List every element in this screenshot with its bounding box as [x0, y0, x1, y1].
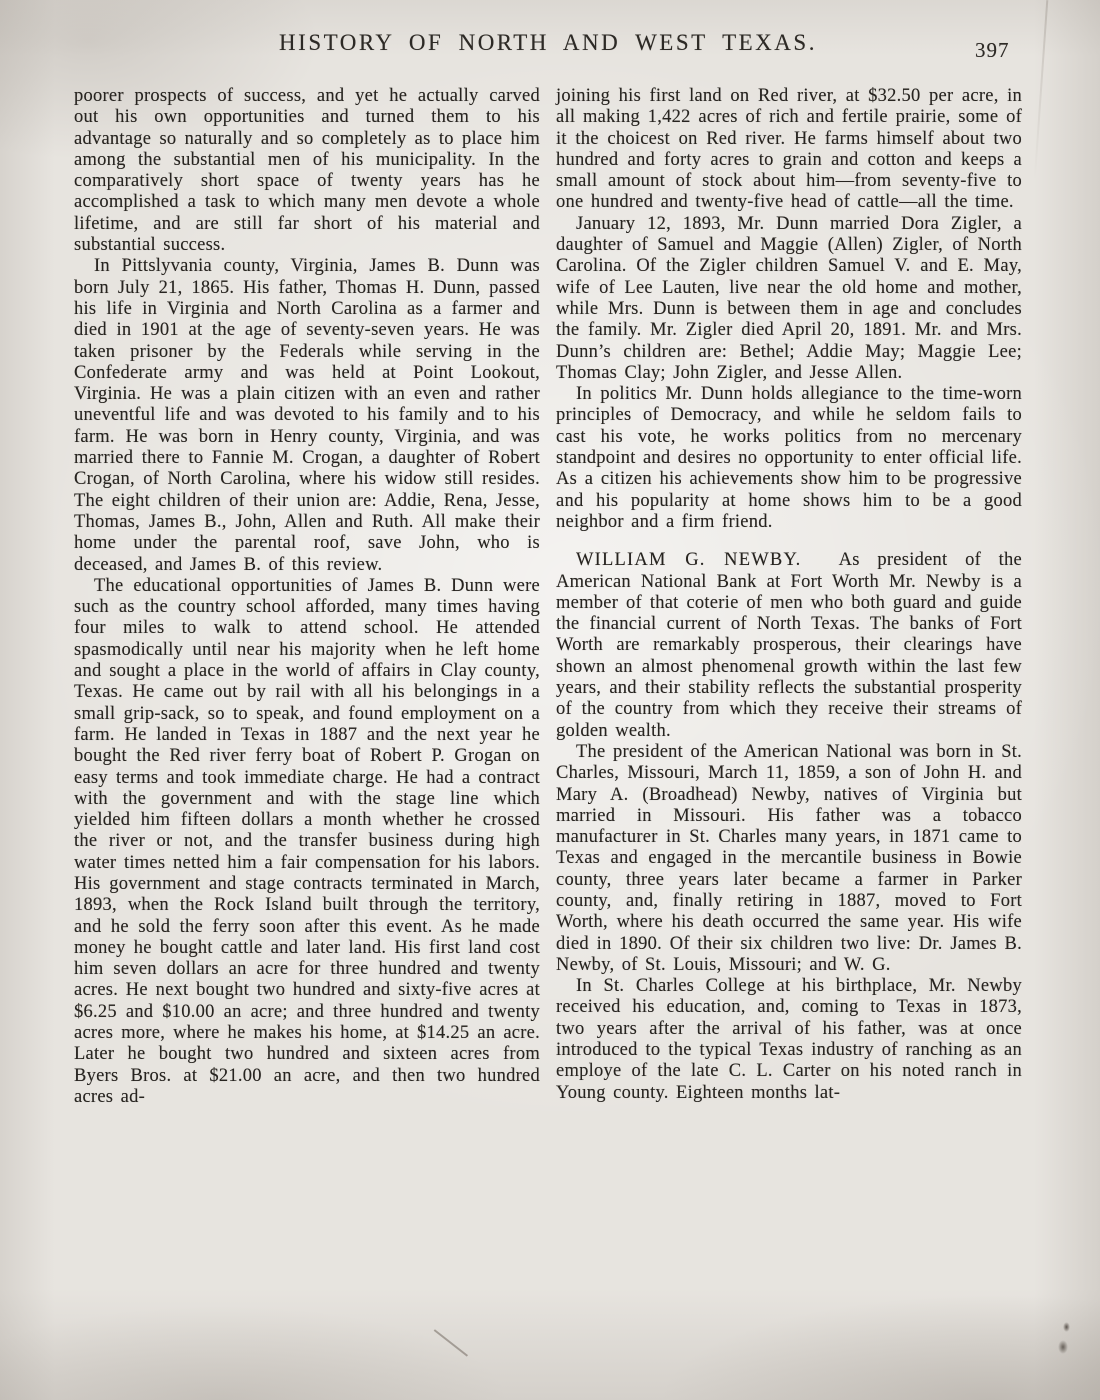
ink-speck — [1058, 1340, 1068, 1354]
paper-fold-line — [1034, 0, 1049, 180]
running-head-title: HISTORY OF NORTH AND WEST TEXAS. — [279, 30, 817, 55]
paragraph-dunn-birth: In Pittslyvania county, Virginia, James B. Dunn was born July 21, 1865. His father, Thomas H. Dunn, passed his life in Virginia and North Carolina as a farmer and died in 1901 at the age of seventy-seven years. He was taken prisoner by the Federals while serving in the Confederate army and was held at Point Lookout, Virginia. He was a plain citizen with an even and rather uneventful life and was devoted to his family and to his farm. He was born in Henry county, Virginia, and was married there to Fannie M. Crogan, a daughter of Robert Crogan, of North Carolina, where his widow still resides. The eight children of their union are: Addie, Rena, Jesse, Thomas, James B., John, Allen and Ruth. All make their home under the parental roof, save John, who is deceased, and James B. of this review. — [74, 256, 540, 575]
paragraph-dunn-education: The educational opportunities of James B. Dunn were such as the country school afforded, many times having four miles to walk to attend school. He attended spasmodically until near his majority when he left home and sought a place in the world of affairs in Clay county, Texas. He came out by rail with all his belongings in a small grip-sack, so to speak, and found employment on a farm. He landed in Texas in 1887 and the next year he bought the Red river ferry boat of Robert P. Grogan on easy terms and took immediate charge. He had a contract with the government and with the stage line which yielded him fifteen dollars a month whether he crossed the river or not, and the transfer business during high water times netted him a fair compensation for his labors. His government and stage contracts terminated in March, 1893, when the Rock Island built through the territory, and he sold the ferry soon after this event. As he made money he bought cattle and later land. His first land cost him seven dollars an acre for three hundred and twenty acres. He next bought two hundred and sixty-five acres at $6.25 and $10.00 an acre; and three hundred and twenty acres more, where he makes his home, at $14.25 an acre. Later he bought two hundred and sixteen acres from Byers Bros. at $21.00 an acre, and then two hundred acres ad- — [74, 575, 540, 1107]
paragraph-newby-education: In St. Charles College at his birthplace, Mr. Newby received his education, and, coming to Texas in 1873, two years after the arrival of his father, was at once introduced to the typical Texas industry of ranching as an employe of the late C. L. Carter on his noted ranch in Young county. Eighteen months lat- — [556, 976, 1022, 1103]
paragraph-newby-family: The president of the American National was born in St. Charles, Missouri, March 11, 1859, a son of John H. and Mary A. (Broadhead) Newby, natives of Virginia but married in Missouri. His father was a tobacco manufacturer in St. Charles many years, in 1871 came to Texas and engaged in the mercantile business in Bowie county, three years later became a farmer in Parker county, and, finally retiring in 1887, moved to Fort Worth, where his death occurred the same year. His wife died in 1890. Of their six children two live: Dr. James B. Newby, of St. Louis, Missouri; and W. G. — [556, 741, 1022, 975]
entry-intro-text: As president of the American National Bank at Fort Worth Mr. Newby is a member of that coterie of men who both guard and guide the financial current of North Texas. The banks of Fort Worth are remarkably prosperous, their clearings have shown an almost phenomenal growth within the last few years, and their stability reflects the substantial prosperity of the country from which they receive their streams of golden wealth. — [556, 550, 1023, 741]
paragraph-dunn-land: joining his first land on Red river, at $32.50 per acre, in all making 1,422 acres of rich and fertile prairie, some of it the choicest on Red river. He farms himself about two hundred and forty acres to grain and cotton and keeps a small amount of stock about him—from seventy-five to one hundred and twenty-five head of cattle—all the time. — [556, 86, 1022, 213]
left-column — [74, 86, 540, 1108]
paragraph-dunn-politics: In politics Mr. Dunn holds allegiance to the time-worn principles of Democracy, and while he seldom fails to cast his vote, he works politics from no mercenary standpoint and desires no opportunity to enter official life. As a citizen his achievements show him to be progressive and his popularity at home shows him to be a good neighbor and a firm friend. — [556, 384, 1022, 532]
paragraph-continuation: poorer prospects of success, and yet he actually carved out his own opportunities and turned them to his advantage so naturally and so completely as to place him among the substantial men of his municipality. In the comparatively short space of twenty years has he accomplished a task to which many men devote a whole lifetime, and are still far short of his material and substantial success. — [74, 86, 540, 256]
page-number: 397 — [975, 38, 1010, 62]
paragraph-newby-intro — [556, 550, 1022, 742]
scan-scratch-mark — [434, 1329, 468, 1356]
ink-speck — [1063, 1322, 1070, 1332]
entry-heading-newby: WILLIAM G. NEWBY. — [576, 550, 802, 571]
paragraph-dunn-marriage: January 12, 1893, Mr. Dunn married Dora Zigler, a daughter of Samuel and Maggie (Allen) Zigler, of North Carolina. Of the Zigler children Samuel V. and E. May, wife of Lee Lauten, live near the old home and mother, while Mrs. Dunn is between them in age and concludes the family. Mr. Zigler died April 20, 1891. Mr. and Mrs. Dunn’s children are: Bethel; Addie May; Maggie Lee; Thomas Clay; John Zigler, and Jesse Allen. — [556, 213, 1022, 383]
right-column — [556, 86, 1022, 1108]
two-column-text-block — [74, 86, 1022, 1108]
